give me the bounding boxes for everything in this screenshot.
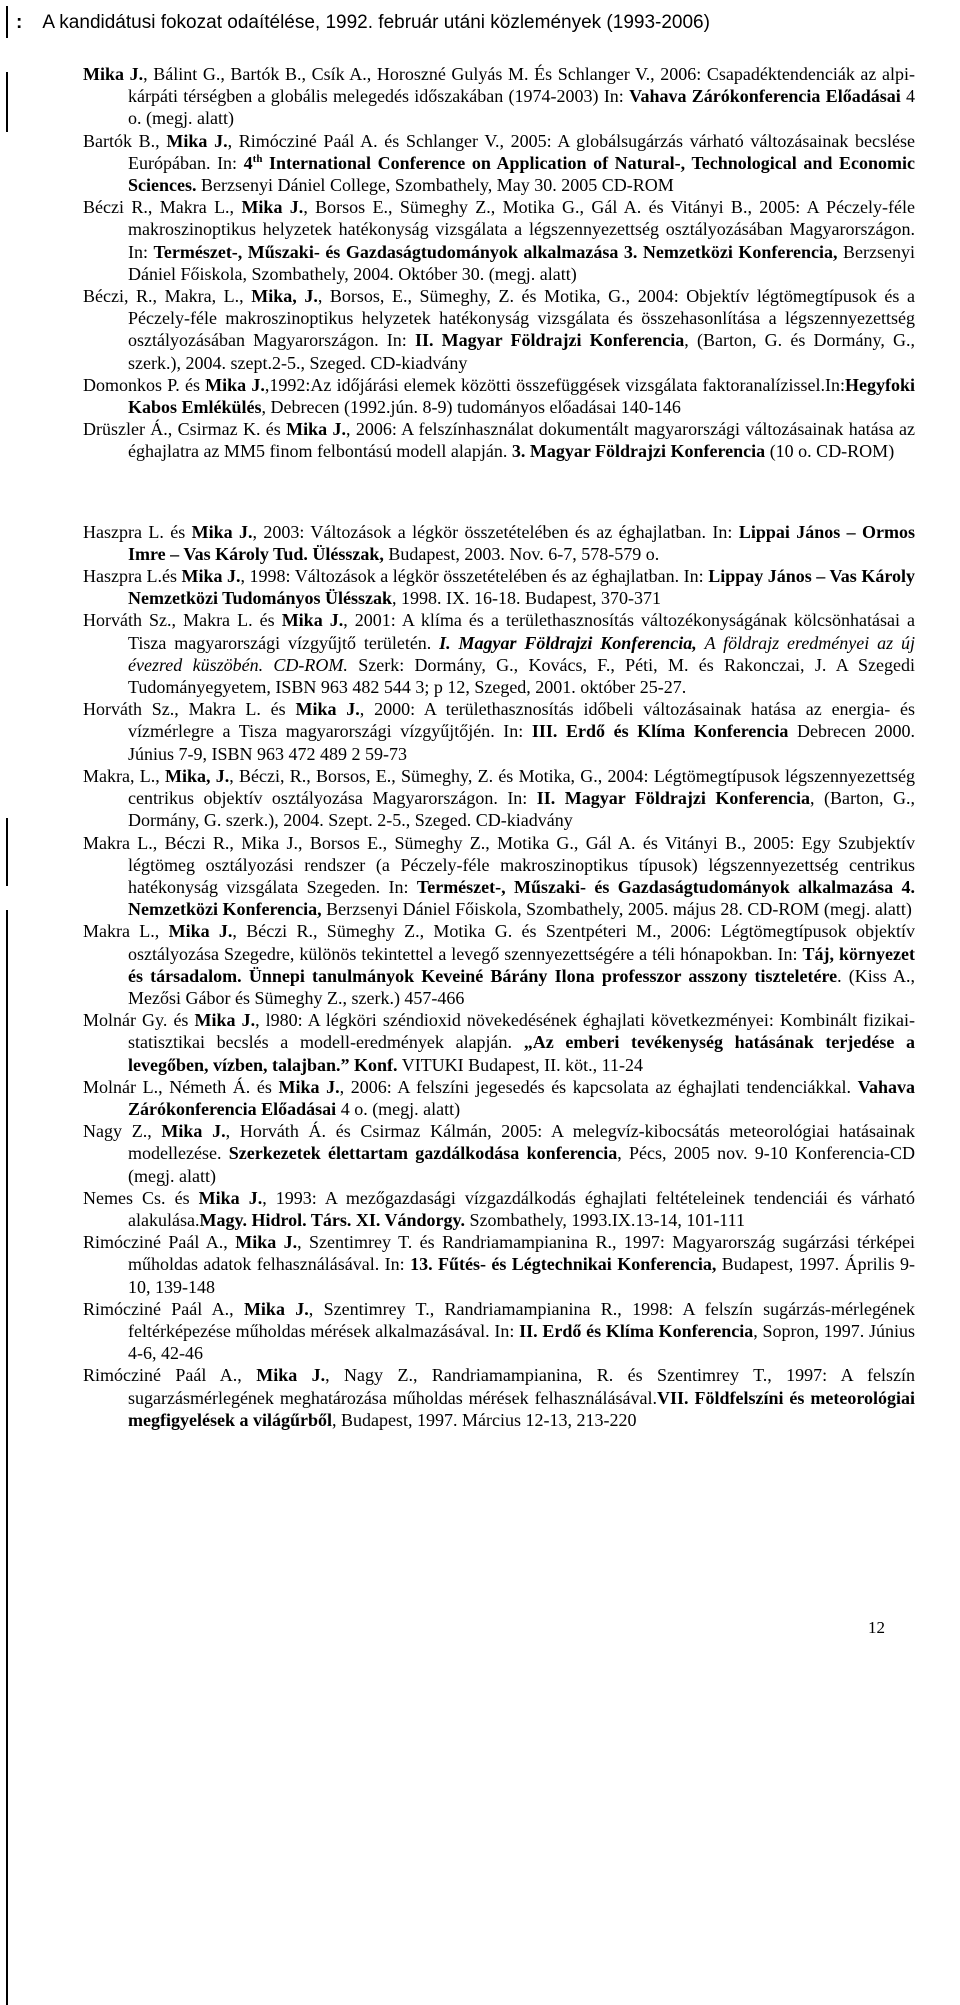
reference-entry: Haszpra L. és Mika J., 2003: Változások a légkör összetételében és az éghajlatban. In: Lippai János – Ormos Imre – Vas Károly Tud. Ülésszak, Budapest, 2003. Nov. 6-7, 578-579 o. (83, 521, 915, 564)
header-title (16, 12, 710, 34)
reference-entry: Drüszler Á., Csirmaz K. és Mika J., 2006: A felszínhasználat dokumentált magyarországi változásainak hatása az éghajlatra az MM5 finom felbontású modell alapján. 3. Magyar Földrajzi Konferencia (10 o. CD-ROM) (83, 419, 915, 462)
reference-entry: Molnár Gy. és Mika J., l980: A légköri széndioxid növekedésének éghajlati következményei: Kombinált fizikai-statisztikai becslés a modell-eredmények alapján. „Az emberi tevékenység hatásának terjedése a levegőben, vízben, talajban.” Konf. VITUKI Budapest, II. köt., 11-24 (83, 1010, 915, 1075)
reference-entry: Molnár L., Németh Á. és Mika J., 2006: A felszíni jegesedés és kapcsolata az éghajlati tendenciákkal. Vahava Zárókonferencia Előadásai 4 o. (megj. alatt) (83, 1076, 915, 1119)
reference-entry: Horváth Sz., Makra L. és Mika J., 2000: A területhasznosítás időbeli változásainak hatása az energia- és vízmérlegre a Tisza magyarországi vízgyűjtőjén. In: III. Erdő és Klíma Konferencia Debrecen 2000. Június 7-9, ISBN 963 472 489 2 59-73 (83, 699, 916, 764)
reference-entry: Béczi, R., Makra, L., Mika, J., Borsos, E., Sümeghy, Z. és Motika, G., 2004: Objektív légtömegtípusok és a Péczely-féle makroszinoptikus helyzetek hatékonyság vizsgálata és összehasonlítása a légszennyezettség osztályozásában Magyarországon. In: II. Magyar Földrajzi Konferencia, (Barton, G. és Dormány, G., szerk.), 2004. szept.2-5., Szeged. CD-kiadvány (83, 286, 915, 373)
header-title-text: A kandidátusi fokozat odaítélése, 1992. február utáni közlemények (1993-2006) (42, 12, 710, 33)
header-marker: : (16, 12, 23, 33)
reference-entry: Haszpra L.és Mika J., 1998: Változások a légkör összetételében és az éghajlatban. In: Lippay János – Vas Károly Nemzetközi Tudományos Ülésszak, 1998. IX. 16-18. Budapest, 370-371 (83, 566, 915, 609)
reference-entry: Makra L., Béczi R., Mika J., Borsos E., Sümeghy Z., Motika G., Gál A. és Vitányi B., 2005: Egy Szubjektív légtömeg osztályozási rendszer (a Péczely-féle makroszinoptikus típusok) légszennyezettség centrikus hatékonyság vizsgálata Szegeden. In: Természet-, Műszaki- és Gazdaságtudományok alkalmazása 4. Nemzetközi Konferencia, Berzsenyi Dániel Főiskola, Szombathely, 2005. május 28. CD-ROM (megj. alatt) (83, 832, 915, 920)
entry-gap (83, 481, 915, 503)
reference-entry: Rimócziné Paál A., Mika J., Szentimrey T., Randriamampianina R., 1998: A felszín sugárzás-mérlegének feltérképezése műholdas mérések alkalmazásával. In: II. Erdő és Klíma Konferencia, Sopron, 1997. Június 4-6, 42-46 (83, 1298, 916, 1364)
page-number: 12 (868, 1618, 885, 1637)
reference-entry: Nemes Cs. és Mika J., 1993: A mezőgazdasági vízgazdálkodás éghajlati feltételeinek tendenciái és várható alakulása.Magy. Hidrol. Társ. XI. Vándorgy. Szombathely, 1993.IX.13-14, 101-111 (83, 1187, 915, 1230)
reference-entry: Béczi R., Makra L., Mika J., Borsos E., Sümeghy Z., Motika G., Gál A. és Vitányi B., 2005: A Péczely-féle makroszinoptikus helyzetek hatékonyság vizsgálata a légszennyezettség osztályozásában Magyarországon. In: Természet-, Műszaki- és Gazdaságtudományok alkalmazása 3. Nemzetközi Konferencia, Berzsenyi Dániel Főiskola, Szombathely, 2004. Október 30. (megj. alatt) (83, 197, 915, 284)
page-header (0, 0, 960, 38)
reference-entry: Makra, L., Mika, J., Béczi, R., Borsos, E., Sümeghy, Z. és Motika, G., 2004: Légtömegtípusok légszennyezettség centrikus objektív osztályozása Magyarországon. In: II. Magyar Földrajzi Konferencia, (Barton, G., Dormány, G. szerk.), 2004. Szept. 2-5., Szeged. CD-kiadvány (83, 765, 915, 831)
reference-entry: Nagy Z., Mika J., Horváth Á. és Csirmaz Kálmán, 2005: A melegvíz-kibocsátás meteorológiai hatásainak modellezése. Szerkezetek élettartam gazdálkodása konferencia, Pécs, 2005 nov. 9-10 Konferencia-CD (megj. alatt) (83, 1121, 915, 1186)
change-bar (6, 818, 8, 886)
reference-entry: Makra L., Mika J., Béczi R., Sümeghy Z., Motika G. és Szentpéteri M., 2006: Légtömegtípusok objektív osztályozása Szegedre, különös tekintettel a levegő szennyezettségére a téli hónapokban. In: Táj, környezet és társadalom. Ünnepi tanulmányok Keveiné Bárány Ilona professzor asszony tiszteletére. (Kiss A., Mezősi Gábor és Sümeghy Z., szerk.) 457-466 (83, 921, 915, 1008)
reference-entry: Bartók B., Mika J., Rimócziné Paál A. és Schlanger V., 2005: A globálsugárzás várható változásainak becslése Európában. In: 4th International Conference on Application of Natural-, Technological and Economic Sciences. Berzsenyi Dániel College, Szombathely, May 30. 2005 CD-ROM (83, 130, 915, 196)
reference-entry: Domonkos P. és Mika J.,1992:Az időjárási elemek közötti összefüggések vizsgálata faktoranalízissel.In:Hegyfoki Kabos Emlékülés, Debrecen (1992.jún. 8-9) tudományos előadásai 140-146 (83, 374, 915, 418)
reference-entry: Horváth Sz., Makra L. és Mika J., 2001: A klíma és a területhasznosítás változékonyságának kölcsönhatásai a Tisza magyarországi vízgyűjtő területén. I. Magyar Földrajzi Konferencia, A földrajz eredményei az új évezred küszöbén. CD-ROM. Szerk: Dormány, G., Kovács, F., Péti, M. és Rakonczai, J. A Szegedi Tudományegyetem, ISBN 963 482 544 3; p 12, Szeged, 2001. október 25-27. (83, 610, 915, 698)
change-bar (6, 910, 8, 2005)
reference-entry: Rimócziné Paál A., Mika J., Nagy Z., Randriamampianina, R. és Szentimrey T., 1997: A felszín sugarzásmérlegének meghatározása műholdas mérések felhasználásával.VII. Földfelszíni és meteorológiai megfigyelések a világűrből, Budapest, 1997. Március 12-13, 213-220 (83, 1365, 915, 1430)
reference-list (83, 63, 915, 1431)
reference-entry: Mika J., Bálint G., Bartók B., Csík A., Horoszné Gulyás M. És Schlanger V., 2006: Csapadéktendenciák az alpi-kárpáti térségben a globális melegedés időszakában (1974-2003) In: Vahava Zárókonferencia Előadásai 4 o. (megj. alatt) (83, 64, 916, 129)
reference-entry: Rimócziné Paál A., Mika J., Szentimrey T. és Randriamampianina R., 1997: Magyarország sugárzási térképei műholdas adatok felhasználásával. In: 13. Fűtés- és Légtechnikai Konferencia, Budapest, 1997. Április 9-10, 139-148 (83, 1232, 915, 1297)
change-bar (6, 72, 8, 132)
header-change-bar (6, 6, 8, 38)
